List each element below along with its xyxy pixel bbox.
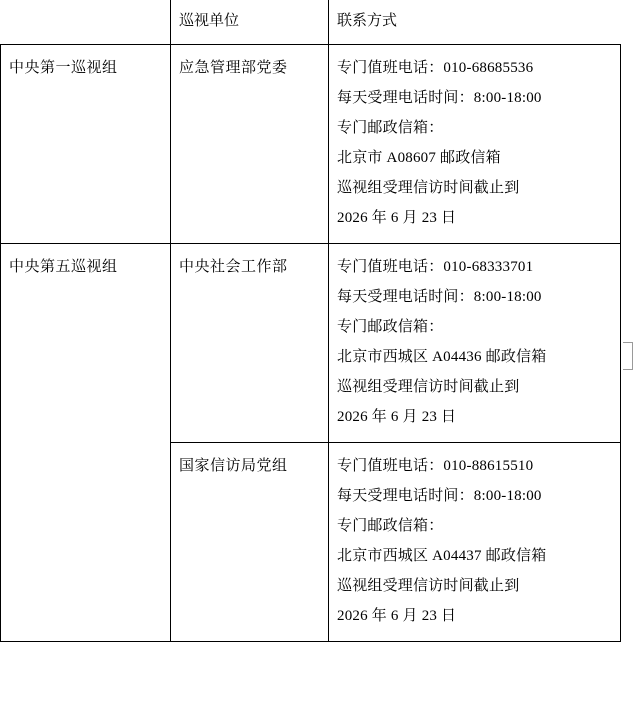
contact-line-phone: 专门值班电话：010-88615510 <box>337 458 534 474</box>
contact-line-hours: 每天受理电话时间：8:00-18:00 <box>337 90 542 106</box>
table-row <box>1 244 621 443</box>
contact-line-mailbox-address: 北京市西城区 A04437 邮政信箱 <box>337 548 547 564</box>
inspected-unit-name: 中央社会工作部 <box>179 259 288 275</box>
contact-line-hours: 每天受理电话时间：8:00-18:00 <box>337 289 542 305</box>
contact-line-deadline-label: 巡视组受理信访时间截止到 <box>337 379 520 395</box>
contact-line-mailbox-label: 专门邮政信箱： <box>337 518 444 534</box>
inspected-unit-name: 国家信访局党组 <box>179 458 288 474</box>
inspection-group-cell <box>1 244 171 642</box>
table-row <box>1 45 621 244</box>
contact-line-deadline-date: 2026 年 6 月 23 日 <box>337 210 457 226</box>
column-header-contact: 联系方式 <box>329 0 621 45</box>
inspected-unit-cell <box>171 443 329 642</box>
inspected-unit-cell <box>171 45 329 244</box>
contact-line-phone: 专门值班电话：010-68333701 <box>337 259 534 275</box>
contact-line-mailbox-label: 专门邮政信箱： <box>337 120 444 136</box>
contact-line-deadline-label: 巡视组受理信访时间截止到 <box>337 578 520 594</box>
contact-line-mailbox-address: 北京市西城区 A04436 邮政信箱 <box>337 349 547 365</box>
contact-info-cell <box>329 45 621 244</box>
inspected-unit-name: 应急管理部党委 <box>179 60 288 76</box>
contact-line-deadline-date: 2026 年 6 月 23 日 <box>337 608 457 624</box>
table-header-row <box>1 0 621 45</box>
contact-info-cell <box>329 443 621 642</box>
inspected-unit-cell <box>171 244 329 443</box>
contact-line-deadline-label: 巡视组受理信访时间截止到 <box>337 180 520 196</box>
inspection-group-name: 中央第五巡视组 <box>9 259 118 275</box>
contact-line-hours: 每天受理电话时间：8:00-18:00 <box>337 488 542 504</box>
inspection-group-name: 中央第一巡视组 <box>9 60 118 76</box>
contact-line-mailbox-address: 北京市 A08607 邮政信箱 <box>337 150 501 166</box>
contact-line-phone: 专门值班电话：010-68685536 <box>337 60 534 76</box>
column-header-unit: 巡视单位 <box>171 0 329 45</box>
inspection-group-cell <box>1 45 171 244</box>
contact-line-mailbox-label: 专门邮政信箱： <box>337 319 444 335</box>
contact-line-deadline-date: 2026 年 6 月 23 日 <box>337 409 457 425</box>
contact-info-cell <box>329 244 621 443</box>
page-edge-mark <box>623 342 633 370</box>
column-header-group <box>1 0 171 45</box>
